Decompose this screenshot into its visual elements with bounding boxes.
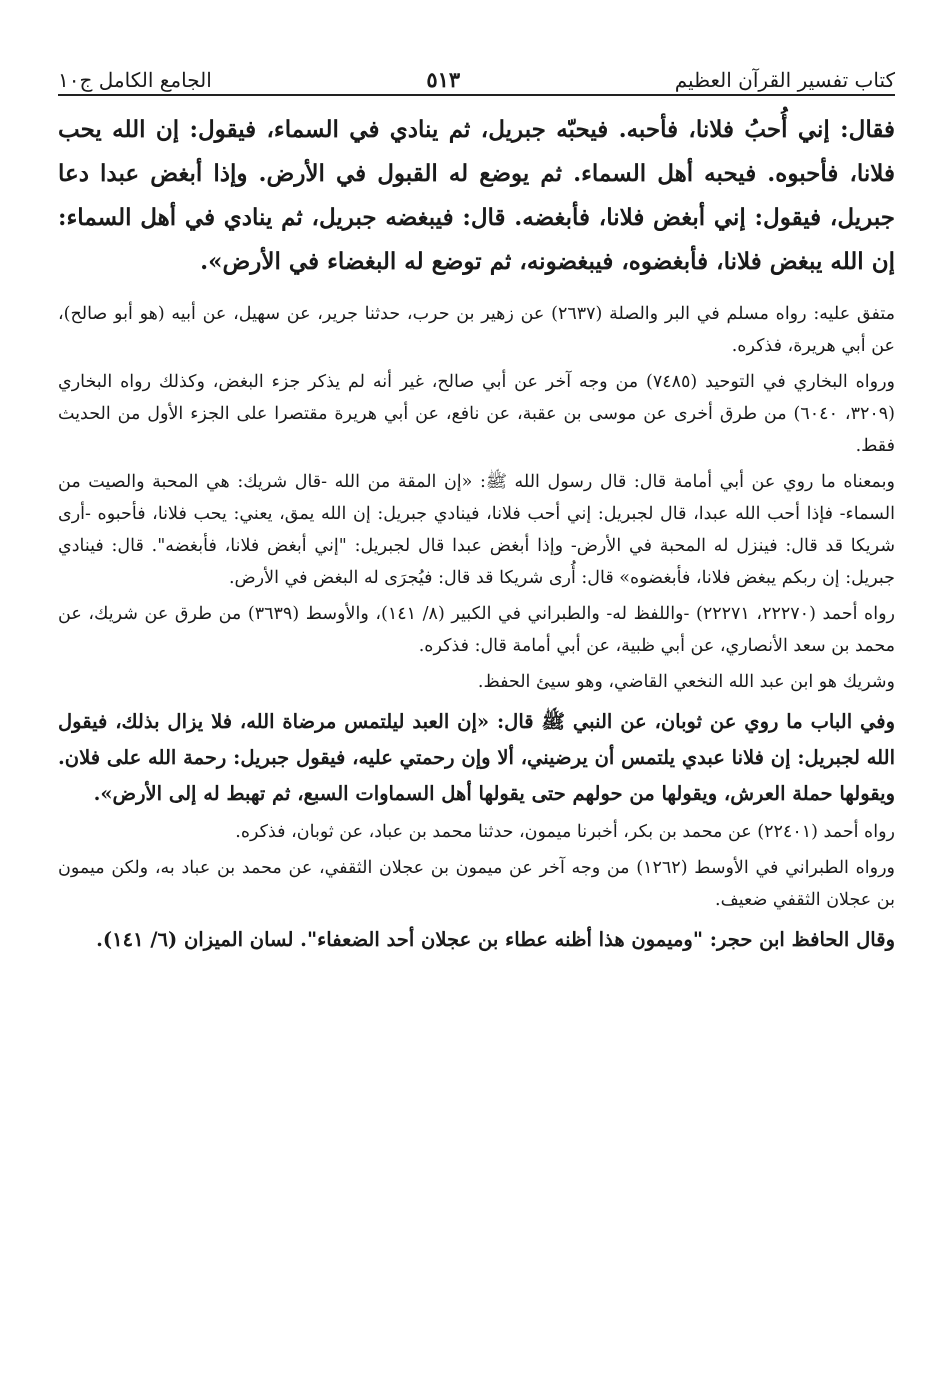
narration-paragraph: وبمعناه ما روي عن أبي أمامة قال: قال رسول الله ﷺ: «إن المقة من الله -قال شريك: هي المحبة والصيت من السماء- فإذا أحب الله عبدا، قال لجبريل: إني أحب فلانا، فينادي جبريل: إن الله يمق، يعني: يحب فلانا، فأحبوه -أرى شريكا قد قال: فينزل له المحبة في الأرض- وإذا أبغض عبدا قال لجبريل: "إني أبغض فلانا، فأبغضه". قال: فينادي جبريل: إن ربكم يبغض فلانا، فأبغضوه» قال: أُرى شريكا قد قال: فيُجرَى له البغض في الأرض. (58, 472, 895, 588)
volume-title: الجامع الكامل ج١٠ (58, 68, 212, 92)
takhrij-paragraph: متفق عليه: رواه مسلم في البر والصلة (٢٦٣٧) عن زهير بن حرب، حدثنا جرير، عن سهيل، عن أبيه (هو أبو صالح)، عن أبي هريرة، فذكره. (58, 304, 895, 356)
header-rule (58, 94, 895, 96)
takhrij-paragraph: رواه أحمد (٢٢٤٠١) عن محمد بن بكر، أخبرنا ميمون، حدثنا محمد بن عباد، عن ثوبان، فذكره. (235, 822, 895, 842)
narrator-note: وشريك هو ابن عبد الله النخعي القاضي، وهو سيئ الحفظ. (477, 672, 895, 692)
page (58, 52, 895, 958)
takhrij-paragraph: ورواه الطبراني في الأوسط (١٢٦٢) من وجه آخر عن ميمون بن عجلان الثقفي، عن محمد بن عباد به، ولكن ميمون بن عجلان الثقفي ضعيف. (58, 858, 895, 910)
book-title: كتاب تفسير القرآن العظيم (674, 68, 895, 92)
page-number: ٥١٣ (426, 67, 461, 92)
citation-paragraph: وقال الحافظ ابن حجر: "وميمون هذا أظنه عطاء بن عجلان أحد الضعفاء". لسان الميزان (٦/ ١٤١). (96, 928, 895, 951)
running-header (58, 52, 895, 92)
narration-paragraph: وفي الباب ما روي عن ثوبان، عن النبي ﷺ قال: «إن العبد ليلتمس مرضاة الله، فلا يزال بذلك، فيقول الله لجبريل: إن فلانا عبدي يلتمس أن يرضيني، ألا وإن رحمتي عليه، فيقول جبريل: رحمة الله على فلان. ويقولها حملة العرش، ويقولها من حولهم حتى يقولها أهل السماوات السبع، ثم تهبط له إلى الأرض». (58, 710, 895, 805)
hadith-text: فقال: إني أُحبُ فلانا، فأحبه. فيحبّه جبريل، ثم ينادي في السماء، فيقول: إن الله يحب فلانا، فأحبوه. فيحبه أهل السماء. ثم يوضع له القبول في الأرض. وإذا أبغض عبدا دعا جبريل، فيقول: إني أبغض فلانا، فأبغضه. قال: فيبغضه جبريل، ثم ينادي في أهل السماء: إن الله يبغض فلانا، فأبغضوه، فيبغضونه، ثم توضع له البغضاء في الأرض». (58, 116, 895, 275)
takhrij-paragraph: ورواه البخاري في التوحيد (٧٤٨٥) من وجه آخر عن أبي صالح، غير أنه لم يذكر جزء البغض، وكذلك رواه البخاري (٣٢٠٩، ٦٠٤٠) من طرق أخرى عن موسى بن عقبة، عن نافع، عن أبي هريرة مقتصرا على الجزء الأول من الحديث فقط. (58, 372, 895, 456)
takhrij-paragraph: رواه أحمد (٢٢٢٧٠، ٢٢٢٧١) -واللفظ له- والطبراني في الكبير (٨/ ١٤١)، والأوسط (٣٦٣٩) من طرق عن شريك، عن محمد بن سعد الأنصاري، عن أبي ظبية، عن أبي أمامة قال: فذكره. (58, 604, 895, 656)
